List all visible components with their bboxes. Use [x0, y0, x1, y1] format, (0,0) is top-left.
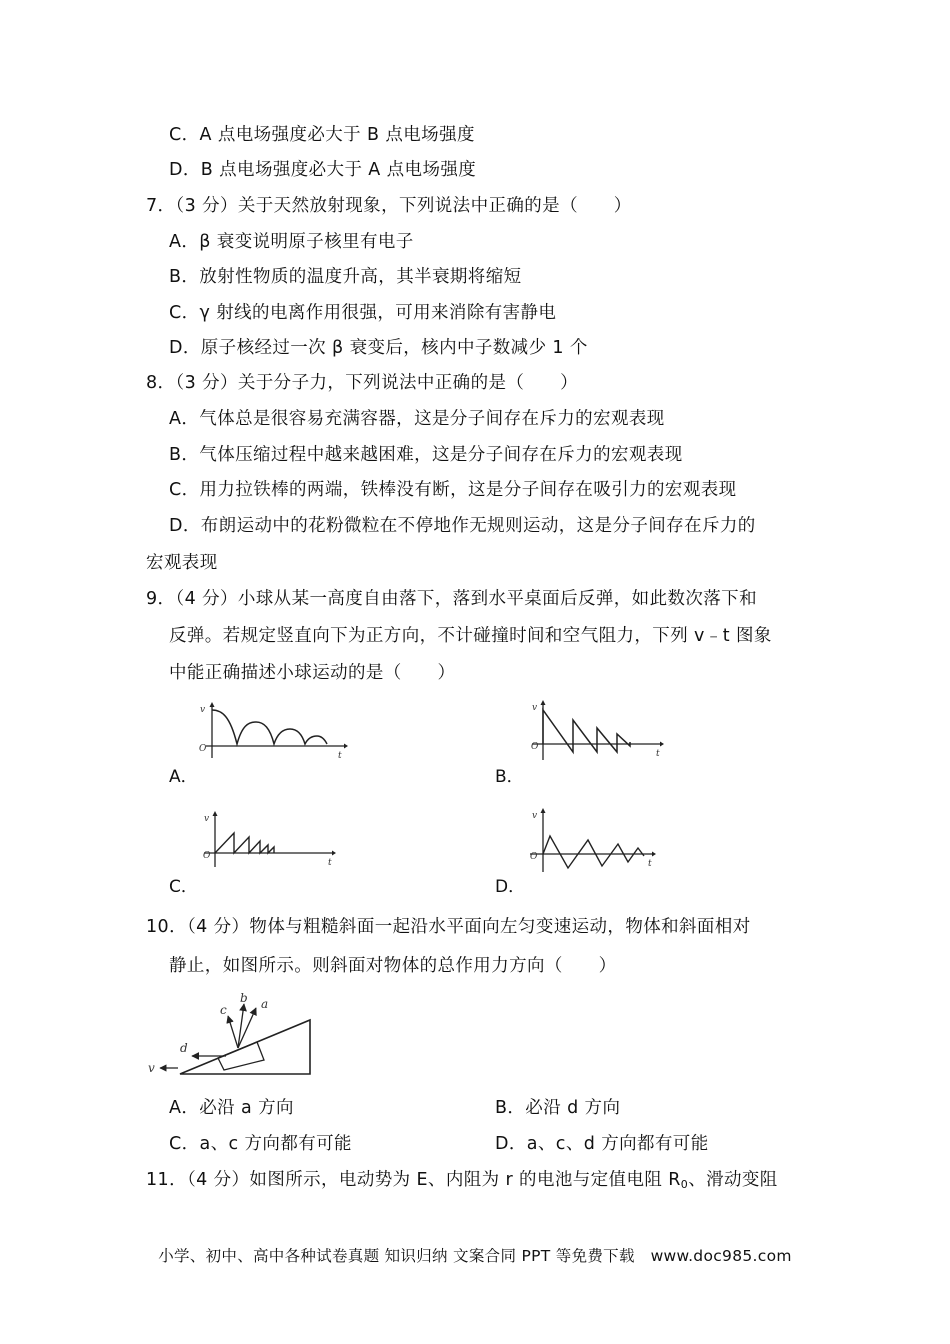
q8-option-d: D．布朗运动中的花粉微粒在不停地作无规则运动，这是分子间存在斥力的	[169, 516, 756, 536]
graph-a-origin-label: O	[199, 744, 207, 754]
incline-label-d: d	[180, 1041, 188, 1055]
q9-option-b-label: B．	[495, 767, 524, 787]
graph-a-t-label: t	[338, 751, 342, 760]
question-10-line2: 静止，如图所示。则斜面对物体的总作用力方向（ ）	[169, 956, 617, 976]
question-9-line2: 反弹。若规定竖直向下为正方向，不计碰撞时间和空气阻力，下列 v﹣t 图象	[169, 626, 772, 646]
page-footer: 小学、初中、高中各种试卷真题 知识归纳 文案合同 PPT 等免费下载 www.doc985.com	[158, 1247, 792, 1265]
question-9-line3: 中能正确描述小球运动的是（ ）	[169, 663, 456, 683]
q7-option-d: D．原子核经过一次 β 衰变后，核内中子数减少 1 个	[169, 338, 588, 358]
graph-d-t-label: t	[648, 859, 652, 869]
q10-option-b: B．必沿 d 方向	[495, 1098, 621, 1118]
question-10-line1: 10．（4 分）物体与粗糙斜面一起沿水平面向左匀变速运动，物体和斜面相对	[146, 917, 751, 937]
graph-c-v-label: v	[204, 814, 210, 824]
option-d-prev: D．B 点电场强度必大于 A 点电场强度	[169, 160, 477, 180]
incline-label-a: a	[261, 997, 269, 1011]
graph-d-origin-label: O	[530, 852, 538, 862]
graph-c	[196, 811, 336, 869]
q10-option-a: A．必沿 a 方向	[169, 1098, 294, 1118]
q9-option-d-label: D．	[495, 877, 526, 897]
graph-d	[522, 808, 656, 874]
incline-figure	[140, 990, 320, 1082]
graph-c-t-label: t	[328, 858, 332, 868]
incline-label-c: c	[220, 1003, 227, 1017]
q8-option-b: B．气体压缩过程中越来越困难，这是分子间存在斥力的宏观表现	[169, 445, 683, 465]
q11-text-post: 、滑动变阻	[688, 1170, 778, 1190]
q8-option-d-cont: 宏观表现	[146, 553, 218, 573]
question-8-stem: 8．（3 分）关于分子力，下列说法中正确的是（ ）	[146, 373, 578, 393]
q11-text-pre: 11．（4 分）如图所示，电动势为 E、内阻为 r 的电池与定值电阻 R	[146, 1170, 681, 1190]
q7-option-a: A．β 衰变说明原子核里有电子	[169, 232, 414, 252]
q9-option-a-label: A．	[169, 767, 198, 787]
question-7-stem: 7．（3 分）关于天然放射现象，下列说法中正确的是（ ）	[146, 196, 632, 216]
q11-subscript: 0	[680, 1178, 689, 1191]
question-9-line1: 9．（4 分）小球从某一高度自由落下，落到水平桌面后反弹，如此数次落下和	[146, 589, 757, 609]
graph-a	[196, 702, 348, 760]
graph-c-origin-label: O	[203, 851, 211, 861]
graph-a-v-label: v	[200, 705, 206, 715]
q7-option-b: B．放射性物质的温度升高，其半衰期将缩短	[169, 267, 522, 287]
incline-label-v: v	[148, 1061, 155, 1075]
graph-b-t-label: t	[656, 749, 660, 759]
q8-option-a: A．气体总是很容易充满容器，这是分子间存在斥力的宏观表现	[169, 409, 665, 429]
graph-b	[522, 700, 664, 762]
graph-d-v-label: v	[532, 811, 538, 821]
incline-label-b: b	[240, 991, 248, 1005]
question-11-line1	[146, 1168, 778, 1197]
graph-b-origin-label: O	[531, 742, 539, 752]
q10-option-c: C．a、c 方向都有可能	[169, 1134, 352, 1154]
graph-b-v-label: v	[532, 703, 538, 713]
q10-option-d: D．a、c、d 方向都有可能	[495, 1134, 709, 1154]
q9-option-c-label: C．	[169, 877, 198, 897]
q7-option-c: C．γ 射线的电离作用很强，可用来消除有害静电	[169, 303, 557, 323]
option-c-prev: C．A 点电场强度必大于 B 点电场强度	[169, 125, 475, 145]
q8-option-c: C．用力拉铁棒的两端，铁棒没有断，这是分子间存在吸引力的宏观表现	[169, 480, 737, 500]
